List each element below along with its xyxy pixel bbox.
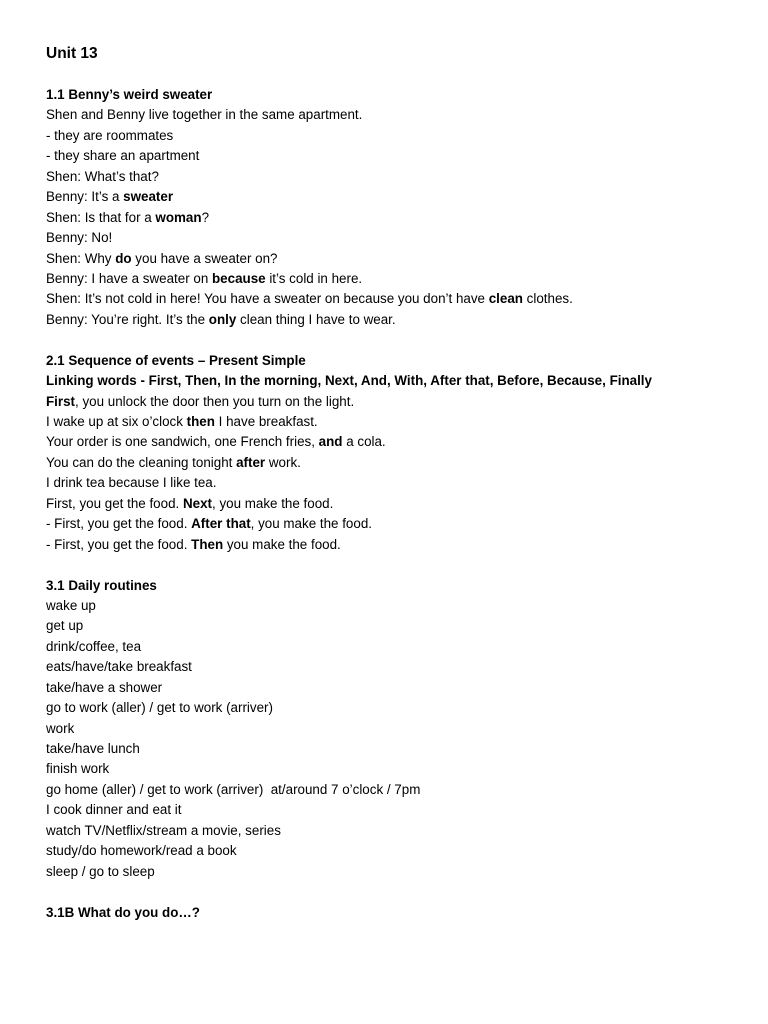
bold-text: because: [212, 270, 266, 286]
bold-text: sweater: [123, 189, 174, 205]
text-run: Shen and Benny live together in the same apartment.: [46, 107, 363, 123]
text-run: wake up: [46, 597, 96, 613]
text-run: , you make the food.: [250, 516, 372, 532]
text-line: [46, 698, 746, 718]
bold-text: Then: [191, 536, 224, 552]
text-line: [46, 453, 746, 473]
text-line: [46, 126, 746, 146]
bold-text: then: [186, 414, 215, 429]
bold-text: clean: [488, 291, 523, 307]
section-gap: [46, 330, 746, 350]
text-run: eats/have/take breakfast: [46, 659, 192, 675]
text-line: [46, 739, 746, 759]
bold-text: First: [46, 393, 76, 409]
text-run: drink/coffee, tea: [46, 638, 142, 654]
text-run: it’s cold in here.: [265, 270, 363, 286]
text-run: go home (aller) / get to work (arriver) at/around 7 o’clock / 7pm: [46, 781, 421, 797]
text-run: , you unlock the door then you turn on the light.: [75, 393, 355, 409]
text-line: [46, 657, 746, 677]
section-gap: [46, 555, 746, 575]
bold-text: do: [115, 250, 132, 266]
text-run: I drink tea because I like tea.: [46, 475, 217, 491]
bold-text: only: [208, 311, 237, 327]
text-run: you have a sweater on?: [131, 250, 278, 266]
text-run: take/have a shower: [46, 679, 163, 695]
text-line: [46, 208, 746, 228]
text-run: Shen: Is that for a: [46, 209, 156, 225]
text-line: [46, 637, 746, 657]
section-heading: 1.1 Benny’s weird sweater: [46, 87, 213, 102]
text-line: [46, 432, 746, 452]
text-line: [46, 759, 746, 779]
text-run: Benny: No!: [46, 230, 113, 246]
text-run: You can do the cleaning tonight: [46, 454, 237, 470]
text-line: [46, 800, 746, 820]
text-run: , you make the food.: [212, 495, 334, 511]
text-run: clothes.: [522, 291, 573, 307]
text-line: [46, 678, 746, 698]
text-run: finish work: [46, 761, 110, 777]
text-run: ?: [201, 209, 210, 225]
text-run: I have breakfast.: [214, 414, 318, 429]
text-line: [46, 535, 746, 555]
text-line: [46, 719, 746, 739]
text-run: a cola.: [342, 434, 386, 450]
text-line: [46, 167, 746, 187]
text-line: [46, 187, 746, 207]
text-run: clean thing I have to wear.: [236, 311, 396, 327]
text-run: go to work (aller) / get to work (arriver): [46, 700, 273, 716]
text-run: I cook dinner and eat it: [46, 802, 182, 818]
text-run: you make the food.: [223, 536, 341, 552]
text-line: [46, 228, 746, 248]
text-line: [46, 289, 746, 309]
text-run: - First, you get the food.: [46, 536, 192, 552]
text-run: - First, you get the food.: [46, 516, 192, 532]
text-run: take/have lunch: [46, 741, 140, 756]
text-line: [46, 780, 746, 800]
text-line: [46, 514, 746, 534]
section-heading: 2.1 Sequence of events – Present Simple: [46, 352, 306, 368]
text-line: [46, 412, 746, 432]
text-run: Shen: It’s not cold in here! You have a sweater on because you don’t have: [46, 291, 489, 307]
text-run: - they are roommates: [46, 127, 174, 143]
text-line: [46, 494, 746, 514]
bold-text: After that: [191, 516, 251, 532]
section-gap: [46, 882, 746, 902]
bold-text: Linking words - First, Then, In the morning, Next, And, With, After that, Before, Because, Finally: [46, 373, 652, 389]
text-run: I wake up at six o’clock: [46, 414, 187, 429]
text-run: sleep / go to sleep: [46, 863, 155, 879]
section-heading: 3.1B What do you do…?: [46, 904, 200, 920]
text-run: work.: [265, 454, 301, 470]
bold-text: and: [318, 434, 343, 450]
text-line: [46, 269, 746, 289]
text-line: [46, 105, 746, 125]
bold-text: woman: [155, 209, 202, 225]
text-run: Benny: You’re right. It’s the: [46, 311, 209, 327]
text-line: [46, 616, 746, 636]
text-run: study/do homework/read a book: [46, 843, 237, 859]
text-run: First, you get the food.: [46, 495, 183, 511]
sections-container: [46, 85, 746, 923]
unit-title: Unit 13: [46, 45, 98, 62]
text-line: [46, 862, 746, 882]
text-line: [46, 310, 746, 330]
text-line: [46, 596, 746, 616]
bold-text: after: [236, 454, 266, 470]
text-line: [46, 249, 746, 269]
bold-text: Next: [182, 495, 212, 511]
text-line: [46, 473, 746, 493]
text-run: get up: [46, 618, 84, 634]
text-run: Shen: What’s that?: [46, 168, 159, 184]
text-run: Benny: It’s a: [46, 189, 124, 205]
text-run: Shen: Why: [46, 250, 116, 266]
text-line: [46, 821, 746, 841]
text-run: Benny: I have a sweater on: [46, 270, 212, 286]
text-line: [46, 392, 746, 412]
section-heading: 3.1 Daily routines: [46, 577, 157, 593]
text-line: [46, 371, 746, 391]
text-run: watch TV/Netflix/stream a movie, series: [46, 822, 281, 838]
text-line: [46, 146, 746, 166]
text-run: work: [46, 720, 75, 736]
text-line: [46, 841, 746, 861]
text-run: - they share an apartment: [46, 148, 200, 164]
text-run: Your order is one sandwich, one French fries,: [46, 434, 319, 450]
